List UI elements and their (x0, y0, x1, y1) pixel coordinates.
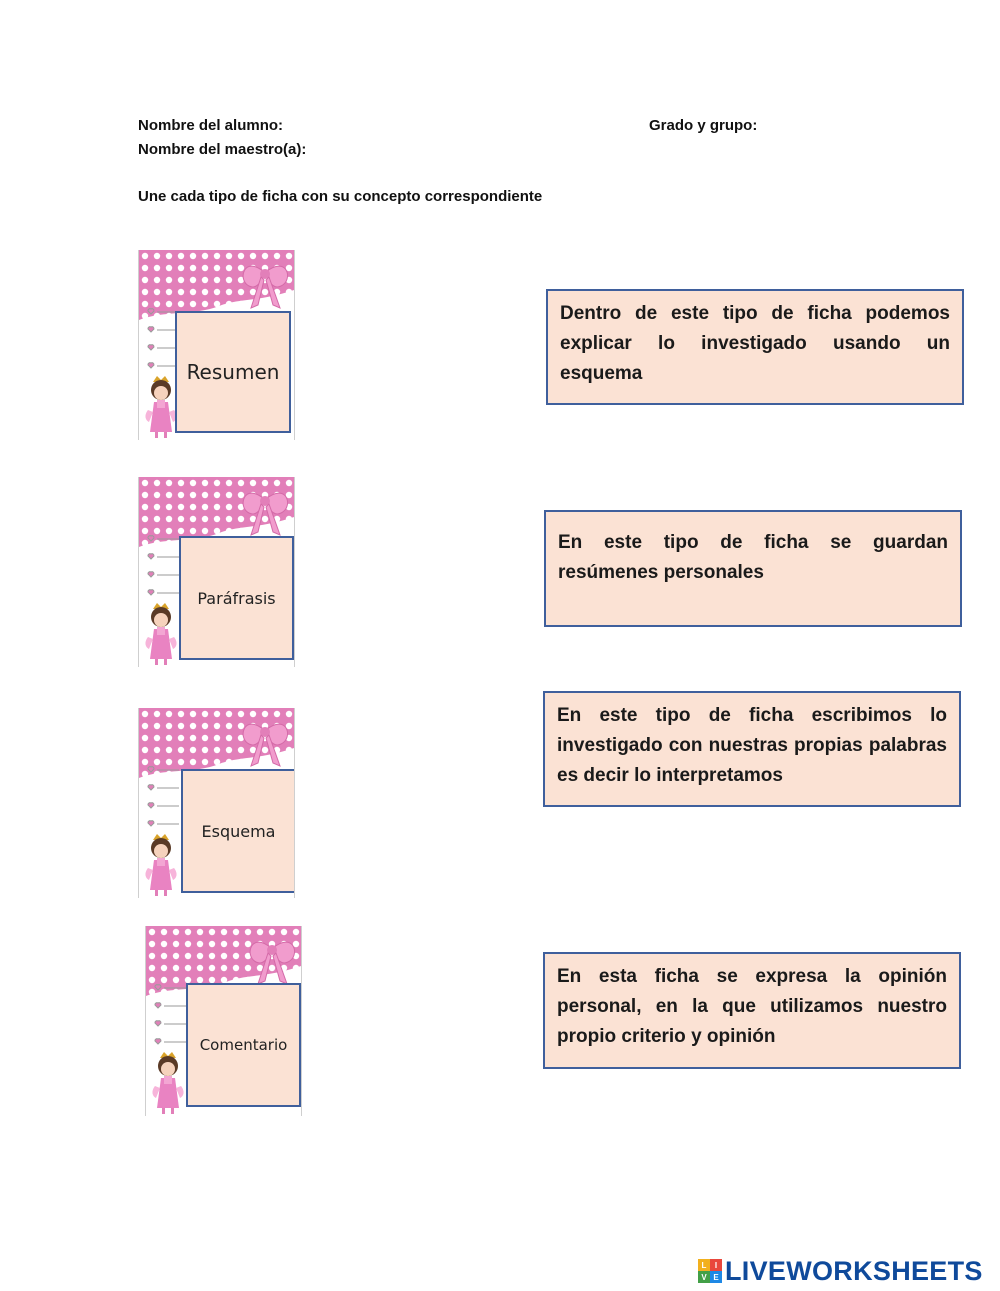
card-parafrasis (138, 477, 295, 667)
concept-box-1: Dentro de este tipo de ficha podemos explicar lo investigado usando un esquema (546, 289, 964, 405)
grade-group-label: Grado y grupo: (649, 117, 758, 134)
concept-box-4: En esta ficha se expresa la opinión personal, en la que utilizamos nuestro propio criterio y opinión (543, 952, 961, 1069)
card-resumen (138, 250, 295, 440)
logo-mark-icon: L I V E (698, 1259, 722, 1283)
card-comentario (145, 926, 302, 1116)
concept-box-3: En este tipo de ficha escribimos lo investigado con nuestras propias palabras es decir lo interpretamos (543, 691, 961, 807)
card-label: Comentario (186, 983, 301, 1107)
card-label: Esquema (181, 769, 295, 893)
card-label: Paráfrasis (179, 536, 294, 660)
logo-text: LIVEWORKSHEETS (725, 1255, 983, 1286)
concept-box-2: En este tipo de ficha se guardan resúmenes personales (544, 510, 962, 627)
card-label: Resumen (175, 311, 291, 433)
instruction-text: Une cada tipo de ficha con su concepto correspondiente (138, 188, 543, 205)
teacher-name-label: Nombre del maestro(a): (138, 141, 307, 158)
student-name-label: Nombre del alumno: (138, 117, 284, 134)
card-esquema (138, 708, 295, 898)
liveworksheets-logo (698, 1254, 983, 1288)
